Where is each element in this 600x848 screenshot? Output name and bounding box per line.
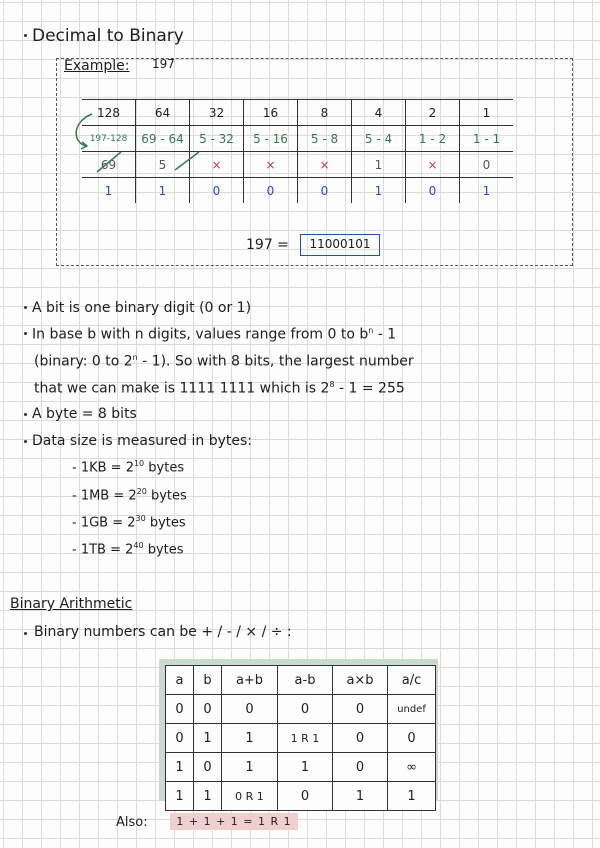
note-byte: A byte = 8 bits bbox=[32, 406, 137, 422]
bit-cell: 1 bbox=[82, 178, 136, 204]
bullet bbox=[24, 632, 27, 635]
cell: 1 bbox=[194, 782, 222, 811]
place-value: 64 bbox=[136, 100, 190, 126]
size-kb: - $1KB = 2^{10}$ bytes bbox=[72, 459, 185, 476]
bullet bbox=[24, 413, 27, 416]
cell: 1 bbox=[194, 724, 222, 753]
bit-cell: 1 bbox=[482, 183, 491, 198]
cell: 0 bbox=[194, 753, 222, 782]
remainder-cell: × bbox=[244, 152, 298, 178]
place-value: 2 bbox=[406, 100, 460, 126]
cell: 0 bbox=[278, 782, 333, 811]
header-cell: b bbox=[194, 666, 222, 695]
header-cell: a/c bbox=[388, 666, 436, 695]
note-bit: A bit is one binary digit (0 or 1) bbox=[32, 300, 252, 316]
bullet bbox=[24, 332, 27, 335]
cell: 1 bbox=[222, 753, 278, 782]
remainder-cell: 5 bbox=[136, 152, 190, 178]
cell: 1 bbox=[166, 782, 194, 811]
bit-cell: 0 bbox=[406, 178, 460, 204]
bit-cell: 0 bbox=[244, 178, 298, 204]
place-value: 128 bbox=[82, 100, 136, 126]
result-box: 11000101 bbox=[300, 234, 380, 256]
cell: 1 bbox=[333, 782, 388, 811]
cell: 0 bbox=[166, 724, 194, 753]
bullet bbox=[24, 34, 27, 37]
bullet bbox=[24, 306, 27, 309]
header-cell: a bbox=[166, 666, 194, 695]
bit-cell: 1 bbox=[352, 178, 406, 204]
remainder-cell: 1 bbox=[352, 152, 406, 178]
place-value: 1 bbox=[460, 100, 514, 126]
subtraction-cell: 5 - 32 bbox=[190, 126, 244, 152]
cell: 1 bbox=[166, 753, 194, 782]
also-highlight: 1 + 1 + 1 = 1 R 1 bbox=[170, 813, 298, 830]
cell: 1 bbox=[222, 724, 278, 753]
cell: 1 bbox=[278, 753, 333, 782]
remainder-cell: × bbox=[406, 152, 460, 178]
note-range: In base b with n digits, values range from 0 to $b^n - 1$ bbox=[32, 326, 397, 343]
place-value: 16 bbox=[244, 100, 298, 126]
remainder-cell: 0 bbox=[460, 152, 514, 178]
cell: undef bbox=[388, 695, 436, 724]
bit-row bbox=[82, 178, 513, 204]
bullet bbox=[24, 440, 27, 443]
subtraction-cell: 5 - 4 bbox=[352, 126, 406, 152]
header-row bbox=[82, 100, 513, 126]
cell: 1 R 1 bbox=[278, 724, 333, 753]
header-cell: a+b bbox=[222, 666, 278, 695]
subtraction-cell: 5 - 8 bbox=[298, 126, 352, 152]
example-number: 197 bbox=[152, 57, 175, 71]
carry-arrows-icon bbox=[95, 148, 205, 174]
arithmetic-table bbox=[165, 665, 436, 811]
subtraction-cell: 1 - 1 bbox=[460, 126, 514, 152]
example-label: Example: bbox=[64, 58, 130, 74]
cell: 0 bbox=[222, 695, 278, 724]
arith-header-row bbox=[166, 666, 436, 695]
cell: 0 bbox=[278, 695, 333, 724]
note-data-size: Data size is measured in bytes: bbox=[32, 433, 253, 449]
place-value: 32 bbox=[190, 100, 244, 126]
page-title: Decimal to Binary bbox=[32, 26, 184, 46]
subtraction-cell: 1 - 2 bbox=[406, 126, 460, 152]
bit-cell: 0 bbox=[190, 178, 244, 204]
bit-cell: 1 bbox=[136, 178, 190, 204]
size-mb: - $1MB = 2^{20}$ bytes bbox=[72, 487, 187, 504]
cell: 0 bbox=[194, 695, 222, 724]
cell: 0 bbox=[333, 724, 388, 753]
section-heading: Binary Arithmetic bbox=[10, 596, 133, 612]
cell: 0 bbox=[388, 724, 436, 753]
remainder-cell: 69 bbox=[82, 152, 136, 178]
size-gb: - $1GB = 2^{30}$ bytes bbox=[72, 514, 186, 531]
place-value: 4 bbox=[352, 100, 406, 126]
table-row bbox=[166, 724, 436, 753]
subtraction-cell: 197-128 bbox=[82, 126, 136, 152]
cell: ∞ bbox=[388, 753, 436, 782]
cell: 0 bbox=[166, 695, 194, 724]
note-largest: that we can make is 1111 1111 which is $2^8 - 1 = 255$ bbox=[34, 380, 405, 397]
cell: 0 R 1 bbox=[222, 782, 278, 811]
result-equation: 197 = bbox=[246, 237, 289, 253]
header-cell: a-b bbox=[278, 666, 333, 695]
note-range-binary: (binary: 0 to 2$^n$ - 1). So with 8 bits, the largest number bbox=[34, 353, 414, 370]
subtraction-cell: 69 - 64 bbox=[136, 126, 190, 152]
remainder-cell: × bbox=[190, 152, 244, 178]
cell: 0 bbox=[333, 695, 388, 724]
subtraction-cell: 5 - 16 bbox=[244, 126, 298, 152]
remainder-cell: × bbox=[298, 152, 352, 178]
arithmetic-intro: Binary numbers can be + / - / × / ÷ : bbox=[34, 624, 292, 640]
cell: 0 bbox=[333, 753, 388, 782]
also-label: Also: bbox=[116, 815, 148, 830]
size-tb: - $1TB = 2^{40}$ bytes bbox=[72, 541, 184, 558]
table-row bbox=[166, 753, 436, 782]
bit-cell: 0 bbox=[298, 178, 352, 204]
header-cell: a×b bbox=[333, 666, 388, 695]
place-value: 8 bbox=[298, 100, 352, 126]
table-row bbox=[166, 782, 436, 811]
table-row bbox=[166, 695, 436, 724]
cell: 1 bbox=[388, 782, 436, 811]
